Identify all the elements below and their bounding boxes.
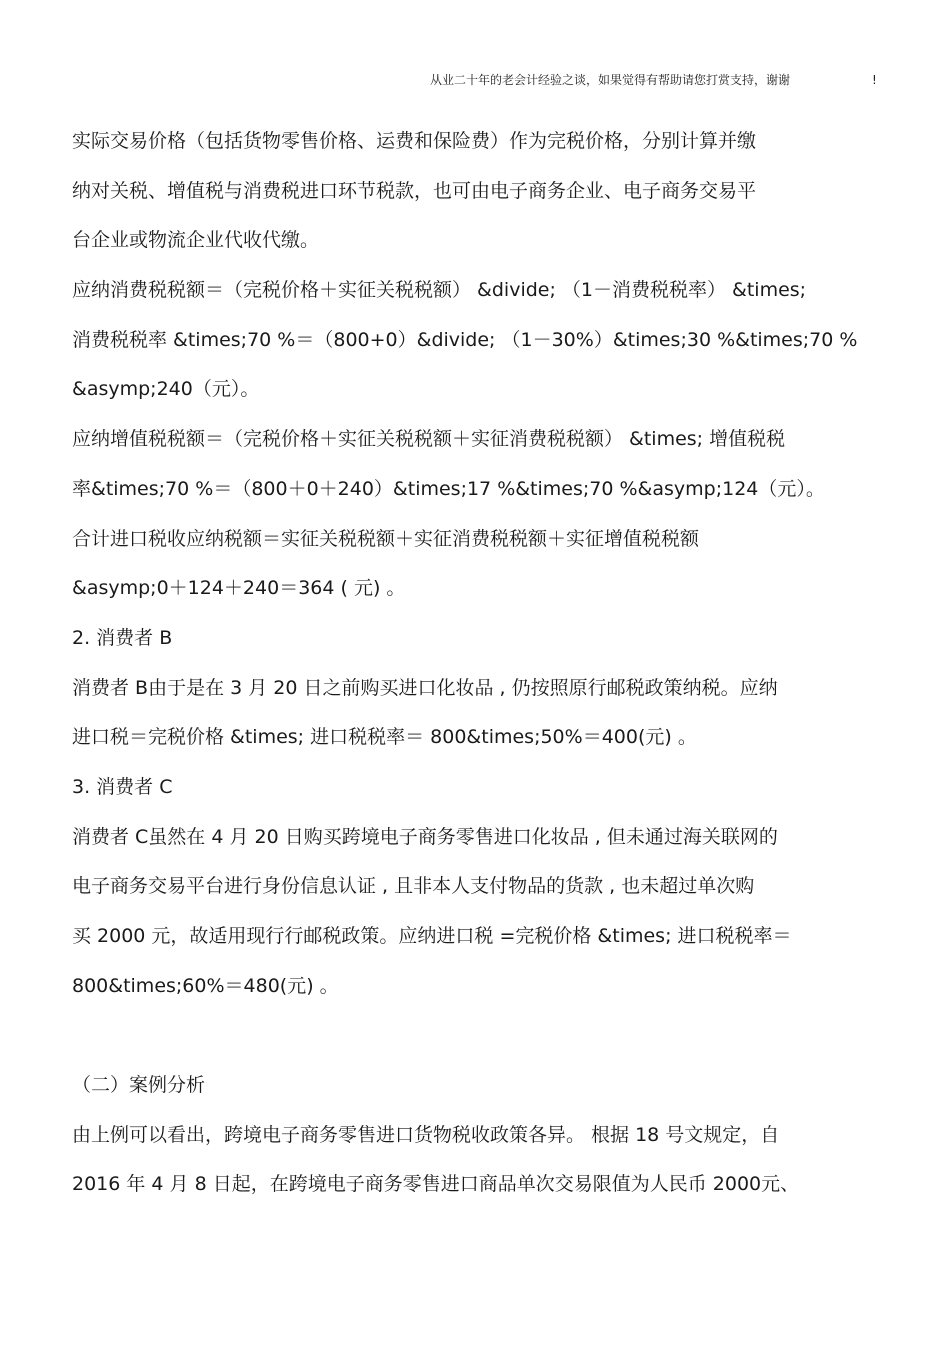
paragraph-line: 台企业或物流企业代收代缴。: [72, 229, 320, 252]
formula-line: 合计进口税收应纳税额＝实征关税税额＋实征消费税税额＋实征增值税税额: [72, 527, 700, 550]
header-exclamation: !: [872, 73, 877, 87]
page-header-note: [430, 72, 880, 88]
formula-line: 消费税税率 &times;70 %＝（800+0）&divide; （1－30%）&times;30 %&times;70 %: [72, 328, 858, 351]
paragraph-line: 2016 年 4 月 8 日起，在跨境电子商务零售进口商品单次交易限值为人民币 2000元、: [72, 1173, 800, 1196]
document-body: [72, 126, 882, 1219]
paragraph-line: 买 2000 元，故适用现行行邮税政策。应纳进口税 =完税价格 &times; 进口税税率＝: [72, 925, 792, 947]
paragraph-line: 电子商务交易平台进行身份信息认证 , 且非本人支付物品的货款 , 也未超过单次购: [72, 875, 755, 898]
formula-line: 率&times;70 %＝（800＋0＋240）&times;17 %&times;70 %&asymp;124（元）。: [72, 477, 825, 500]
formula-line: &asymp;0＋124＋240＝364 ( 元) 。: [72, 577, 406, 600]
paragraph-line: 进口税＝完税价格 &times; 进口税税率＝ 800&times;50%＝400(元) 。: [72, 726, 697, 749]
formula-line: &asymp;240（元）。: [72, 378, 260, 401]
header-text: 从业二十年的老会计经验之谈，如果觉得有帮助请您打赏支持，谢谢: [430, 73, 791, 87]
section-heading: （二）案例分析: [72, 1074, 206, 1097]
paragraph-line: 实际交易价格（包括货物零售价格、运费和保险费）作为完税价格，分别计算并缴: [72, 130, 757, 152]
formula-line: 应纳增值税税额＝（完税价格＋实征关税税额＋实征消费税税额） &times; 增值税税: [72, 428, 786, 451]
formula-line: 应纳消费税税额＝（完税价格＋实征关税税额） &divide; （1－消费税税率） &times;: [72, 279, 807, 302]
blank-line: [72, 1020, 882, 1070]
paragraph-line: 纳对关税、增值税与消费税进口环节税款，也可由电子商务企业、电子商务交易平: [72, 179, 757, 202]
section-heading: 2. 消费者 B: [72, 626, 173, 649]
paragraph-line: 800&times;60%＝480(元) 。: [72, 974, 339, 997]
section-heading: 3. 消费者 C: [72, 775, 173, 798]
paragraph-line: 由上例可以看出，跨境电子商务零售进口货物税收政策各异。 根据 18 号文规定，自: [72, 1123, 780, 1146]
paragraph-line: 消费者 B由于是在 3 月 20 日之前购买进口化妆品 , 仍按照原行邮税政策纳税。应纳: [72, 676, 778, 699]
paragraph-line: 消费者 C虽然在 4 月 20 日购买跨境电子商务零售进口化妆品 , 但未通过海关联网的: [72, 825, 778, 848]
